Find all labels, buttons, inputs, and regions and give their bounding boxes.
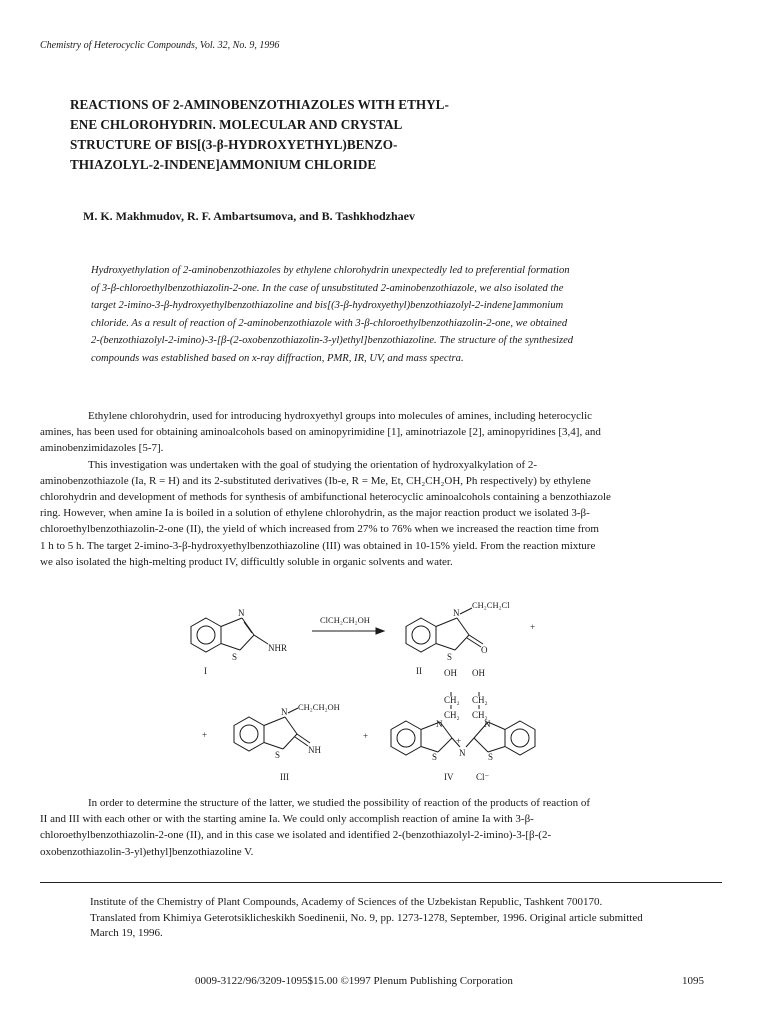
- footer-code: 0009-3122/96/3209-1095$15.00 ©1997 Plenum Publishing Corporation: [195, 975, 513, 987]
- body-line: amines, has been used for obtaining aminoalcohols based on aminopyrimidine [1], aminotriazole [2], aminopyridines [3,4], and: [40, 426, 601, 439]
- body-line: chloroethylbenzothiazolin-2-one (II), the yield of which increased from 27% to 76% when we increased the reaction time from: [40, 523, 599, 536]
- article-title: [70, 95, 690, 175]
- abstract-line: 2-(benzothiazolyl-2-imino)-3-[β-(2-oxobenzothiazolin-3-yl)ethyl]benzothiazoline. The structure of the synthesized: [91, 335, 574, 346]
- body-line: In order to determine the structure of the latter, we studied the possibility of reaction of the products of reaction of: [88, 797, 591, 809]
- plus-sign: +: [363, 731, 369, 741]
- title-line: THIAZOLYL-2-INDENE]AMMONIUM CHLORIDE: [70, 157, 377, 172]
- journal-header: Chemistry of Heterocyclic Compounds, Vol. 32, No. 9, 1996: [40, 40, 280, 51]
- compound-label-II: II: [416, 666, 422, 676]
- atom-label: O: [481, 645, 488, 655]
- compound-I-structure: [191, 618, 268, 652]
- atom-label: S: [432, 752, 438, 762]
- counter-ion: Cl⁻: [476, 772, 490, 782]
- body-text-1: [40, 408, 720, 570]
- body-line: ring. However, when amine Ia is boiled in a solution of ethylene chlorohydrin, as the major reaction product we isolated 3-β-: [40, 507, 590, 520]
- atom-label: N: [453, 608, 460, 618]
- substituent-label: NH: [308, 745, 321, 755]
- footnote: [90, 895, 722, 942]
- substituent-label: CH₂CH₂OH: [298, 702, 340, 712]
- compound-label-I: I: [204, 666, 207, 676]
- atom-label: S: [232, 652, 238, 662]
- footnote-line: March 19, 1996.: [90, 927, 163, 939]
- substituent-label: NHR: [268, 643, 288, 653]
- atom-label: CH₂: [444, 710, 460, 720]
- footnote-line: Institute of the Chemistry of Plant Compounds, Academy of Sciences of the Uzbekistan Republic, Tashkent 700170.: [90, 896, 603, 908]
- body-text-2: [40, 795, 720, 860]
- atom-label: S: [447, 652, 453, 662]
- compound-III-structure: [234, 708, 310, 751]
- title-line: STRUCTURE OF BIS[(3-β-HYDROXYETHYL)BENZO-: [70, 137, 398, 152]
- body-line: II and III with each other or with the starting amine Ia. We could only accomplish reaction of amine Ia with 3-β-: [40, 813, 534, 826]
- authors: M. K. Makhmudov, R. F. Ambartsumova, and B. Tashkhodzhaev: [83, 209, 415, 223]
- abstract-line: compounds was established based on x-ray diffraction, PMR, IR, UV, and mass spectra.: [91, 352, 464, 364]
- atom-label: CH₂: [444, 695, 460, 705]
- footnote-divider: [40, 882, 722, 883]
- reagent-label: ClCH₂CH₂OH: [320, 615, 370, 625]
- compound-II-structure: [406, 608, 483, 652]
- atom-label: OH: [472, 668, 485, 678]
- substituent-label: CH₂CH₂Cl: [472, 600, 510, 610]
- body-line: Ethylene chlorohydrin, used for introducing hydroxyethyl groups into molecules of amines, including heterocyclic: [88, 410, 593, 422]
- compound-IV-structure: [391, 692, 535, 755]
- abstract-line: target 2-imino-3-β-hydroxyethylbenzothiazoline and bis[(3-β-hydroxyethyl)benzothiazolyl-2-indene]ammonium: [91, 300, 564, 311]
- abstract: [91, 262, 691, 367]
- title-line: ENE CHLOROHYDRIN. MOLECULAR AND CRYSTAL: [70, 117, 403, 132]
- abstract-line: Hydroxyethylation of 2-aminobenzothiazoles by ethylene chlorohydrin unexpectedly led to preferential formation: [91, 265, 570, 276]
- atom-label: N: [459, 748, 466, 758]
- atom-label: S: [275, 750, 281, 760]
- plus-sign: +: [530, 622, 536, 632]
- atom-label: N: [281, 707, 288, 717]
- atom-label: N: [484, 719, 491, 729]
- body-line: aminobenzothiazole (Ia, R = H) and its 2-substituted derivatives (Ib-e, R = Me, Et, CH₂CH₂OH, Ph respectively) by ethylene: [40, 474, 591, 487]
- body-line: aminobenzimidazoles [5-7].: [40, 442, 164, 455]
- body-line: 1 h to 5 h. The target 2-imino-3-β-hydroxyethylbenzothiazoline (III) was obtained in 10-15% yield. From the reaction mixture: [40, 539, 596, 552]
- footnote-line: Translated from Khimiya Geterotsiklicheskikh Soedinenii, No. 9, pp. 1273-1278, September, 1996. Original article submitted: [90, 911, 643, 924]
- body-line: chloroethylbenzothiazolin-2-one (II), and in this case we isolated and identified 2-(benzothiazolyl-2-imino)-3-[β-(2-: [40, 829, 552, 842]
- body-line: This investigation was undertaken with the goal of studying the orientation of hydroxyalkylation of 2-: [88, 458, 538, 471]
- compound-label-IV: IV: [444, 772, 454, 782]
- reaction-scheme: [170, 596, 570, 796]
- body-line: chlorohydrin and development of methods for synthesis of ambifunctional heterocyclic aminoalcohols containing a benzothiazole: [40, 491, 611, 504]
- title-line: REACTIONS OF 2-AMINOBENZOTHIAZOLES WITH ETHYL-: [70, 97, 449, 112]
- body-line: we also isolated the high-melting product IV, difficultly soluble in organic solvents and water.: [40, 555, 453, 568]
- page-number: 1095: [682, 975, 704, 987]
- plus-sign: +: [202, 730, 208, 740]
- atom-label: S: [488, 752, 494, 762]
- atom-label: OH: [444, 668, 457, 678]
- atom-label: N: [436, 719, 443, 729]
- atom-label: CH₂: [472, 710, 488, 720]
- compound-label-III: III: [280, 772, 289, 782]
- abstract-line: of 3-β-chloroethylbenzothiazolin-2-one. In the case of unsubstituted 2-aminobenzothiazole, we also isolated the: [91, 282, 564, 294]
- abstract-line: chloride. As a result of reaction of 2-aminobenzothiazole with 3-β-chloroethylbenzothiazolin-2-one, we obtained: [91, 317, 568, 329]
- atom-label: N: [238, 608, 245, 618]
- atom-label: CH₂: [472, 695, 488, 705]
- body-line: oxobenzothiazolin-3-yl)ethyl]benzothiazoline V.: [40, 845, 254, 858]
- charge-label: +: [456, 736, 462, 746]
